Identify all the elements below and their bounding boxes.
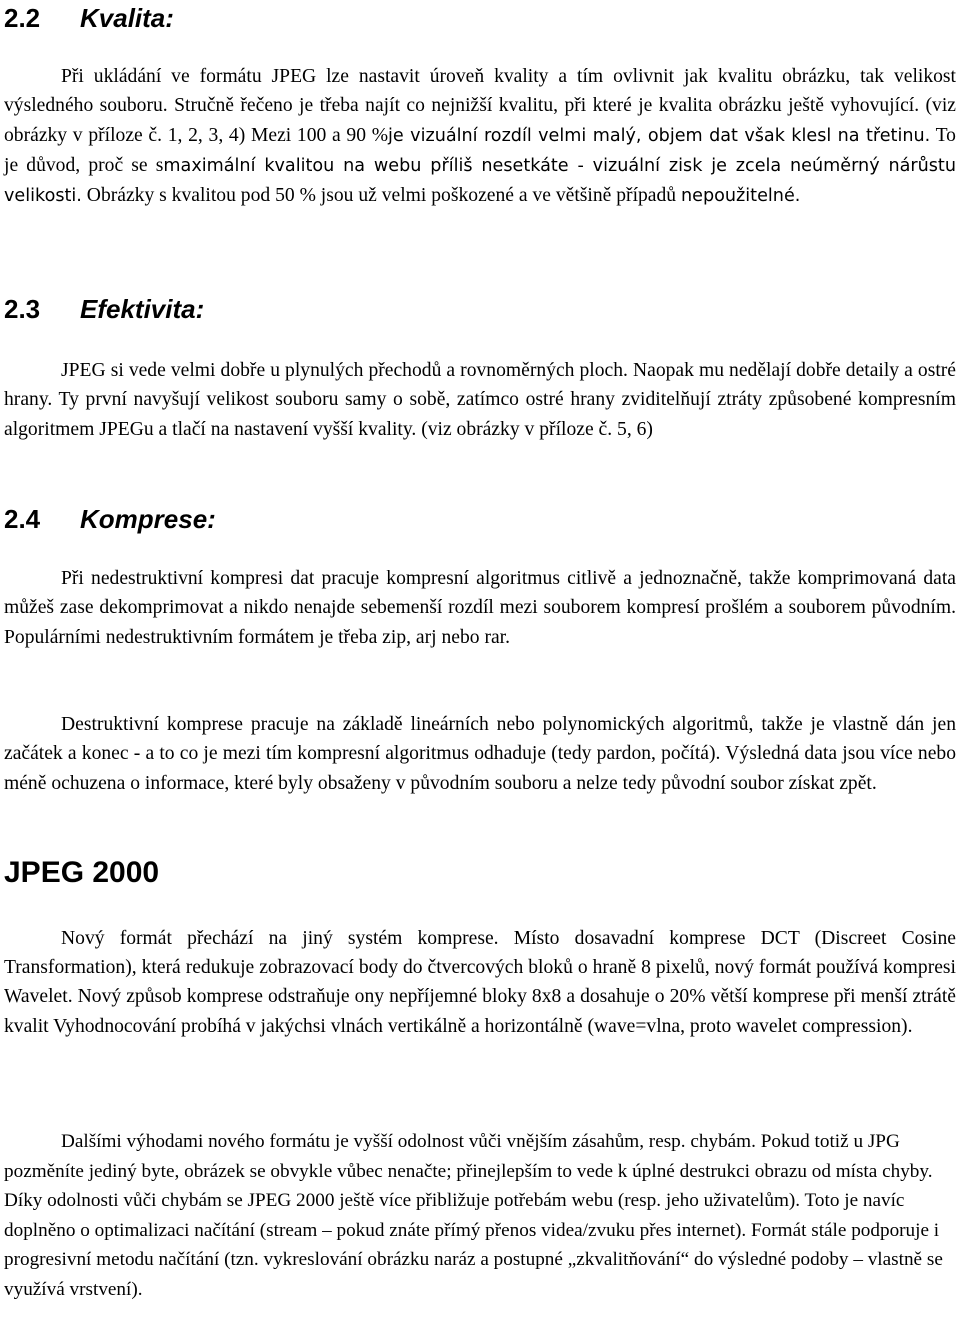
paragraph-kvalita — [4, 62, 956, 211]
text-run: nepoužitelné. — [681, 186, 801, 207]
heading-jpeg2000: JPEG 2000 — [4, 856, 160, 889]
text-run: Obrázky s kvalitou pod 50 % jsou už velmi poškozené a ve většině případů — [81, 185, 681, 207]
heading-number: 2.2 — [4, 3, 41, 33]
paragraph-jpeg2000-2: Dalšími výhodami nového formátu je vyšší odolnost vůči vnějším zásahům, resp. chybám. Pokud totiž u JPG pozměníte jediný byte, obrázek se obvykle vůbec nenačte; přinejlepším to vede k úplné destrukci obrazu od místa chyby. Díky odolnosti vůči chybám se JPEG 2000 ještě více přibližuje potřebám webu (resp. jeho uživatelům). Toto je navíc doplněno o optimalizaci načítání (stream – pokud znáte přímý přenos videa/zvuku přes internet). Formát stále podporuje i progresivní metodu načítání (tzn. vykreslování obrázku naráz a postupné „zkvalitňování“ do výsledné podoby – vlastně se využívá vrstvení). — [4, 1131, 943, 1300]
heading-komprese — [4, 504, 216, 534]
paragraph-efektivita: JPEG si vede velmi dobře u plynulých přechodů a rovnoměrných ploch. Naopak mu nedělají dobře detaily a ostré hrany. Ty první navyšují velikost souboru samy o sobě, zatímco ostré hrany zviditelňují ztráty způsobené kompresním algoritmem JPEGu a tlačí na nastavení vyšší kvality. (viz obrázky v příloze č. 5, 6) — [4, 360, 956, 440]
heading-number: 2.3 — [4, 294, 41, 324]
text-run: maximální kvalitou na webu příliš nesetkáte - vizuální zisk je zcela neúměrný nárůstu velikosti. — [4, 155, 956, 207]
text-run: je vizuální rozdíl velmi malý, objem dat však klesl na třetinu. — [388, 125, 931, 146]
paragraph-komprese-2: Destruktivní komprese pracuje na základě lineárních nebo polynomických algoritmů, takže je vlastně dán jen začátek a konec - a to co je mezi tím kompresní algoritmus odhaduje (tedy pardon, počítá). Výsledná data jsou více nebo méně ochuzena o informace, které byly obsaženy v původním souboru a nelze tedy původní soubor získat zpět. — [4, 714, 956, 794]
heading-title: Komprese: — [80, 504, 216, 534]
heading-title: Efektivita: — [80, 294, 205, 324]
heading-efektivita — [4, 294, 204, 324]
heading-number: 2.4 — [4, 504, 41, 534]
heading-kvalita — [4, 3, 174, 33]
paragraph-komprese-1: Při nedestruktivní kompresi dat pracuje kompresní algoritmus citlivě a jednoznačně, takže komprimovaná data můžeš zase dekomprimovat a nikdo nenajde sebemenší rozdíl mezi souborem kompresí prošlém a souborem původním. Populárními nedestruktivním formátem je třeba zip, arj nebo rar. — [4, 568, 956, 648]
text-run: To je důvod, proč se s — [4, 124, 956, 176]
heading-title: Kvalita: — [80, 3, 174, 33]
text-run: Při ukládání ve formátu JPEG lze nastavit úroveň kvality a tím ovlivnit jak kvalitu obrázku, tak velikost výsledného souboru. Stručně řečeno je třeba najít co nejnižší kvalitu, při které je kvalita obrázku ještě vyhovující. (viz obrázky v příloze č. 1, 2, 3, 4) Mezi 100 a 90 % — [4, 66, 956, 146]
paragraph-jpeg2000-1: Nový formát přechází na jiný systém komprese. Místo dosavadní komprese DCT (Discreet Cosine Transformation), která redukuje zobrazovací body do čtvercových bloků o hraně 8 pixelů, nový formát používá kompresi Wavelet. Nový způsob komprese odstraňuje ony nepříjemné bloky 8x8 a dosahuje o 20% větší komprese při menší ztrátě kvalit Vyhodnocování probíhá v jakýchsi vlnách vertikálně a horizontálně (wave=vlna, proto wavelet compression). — [4, 928, 956, 1037]
